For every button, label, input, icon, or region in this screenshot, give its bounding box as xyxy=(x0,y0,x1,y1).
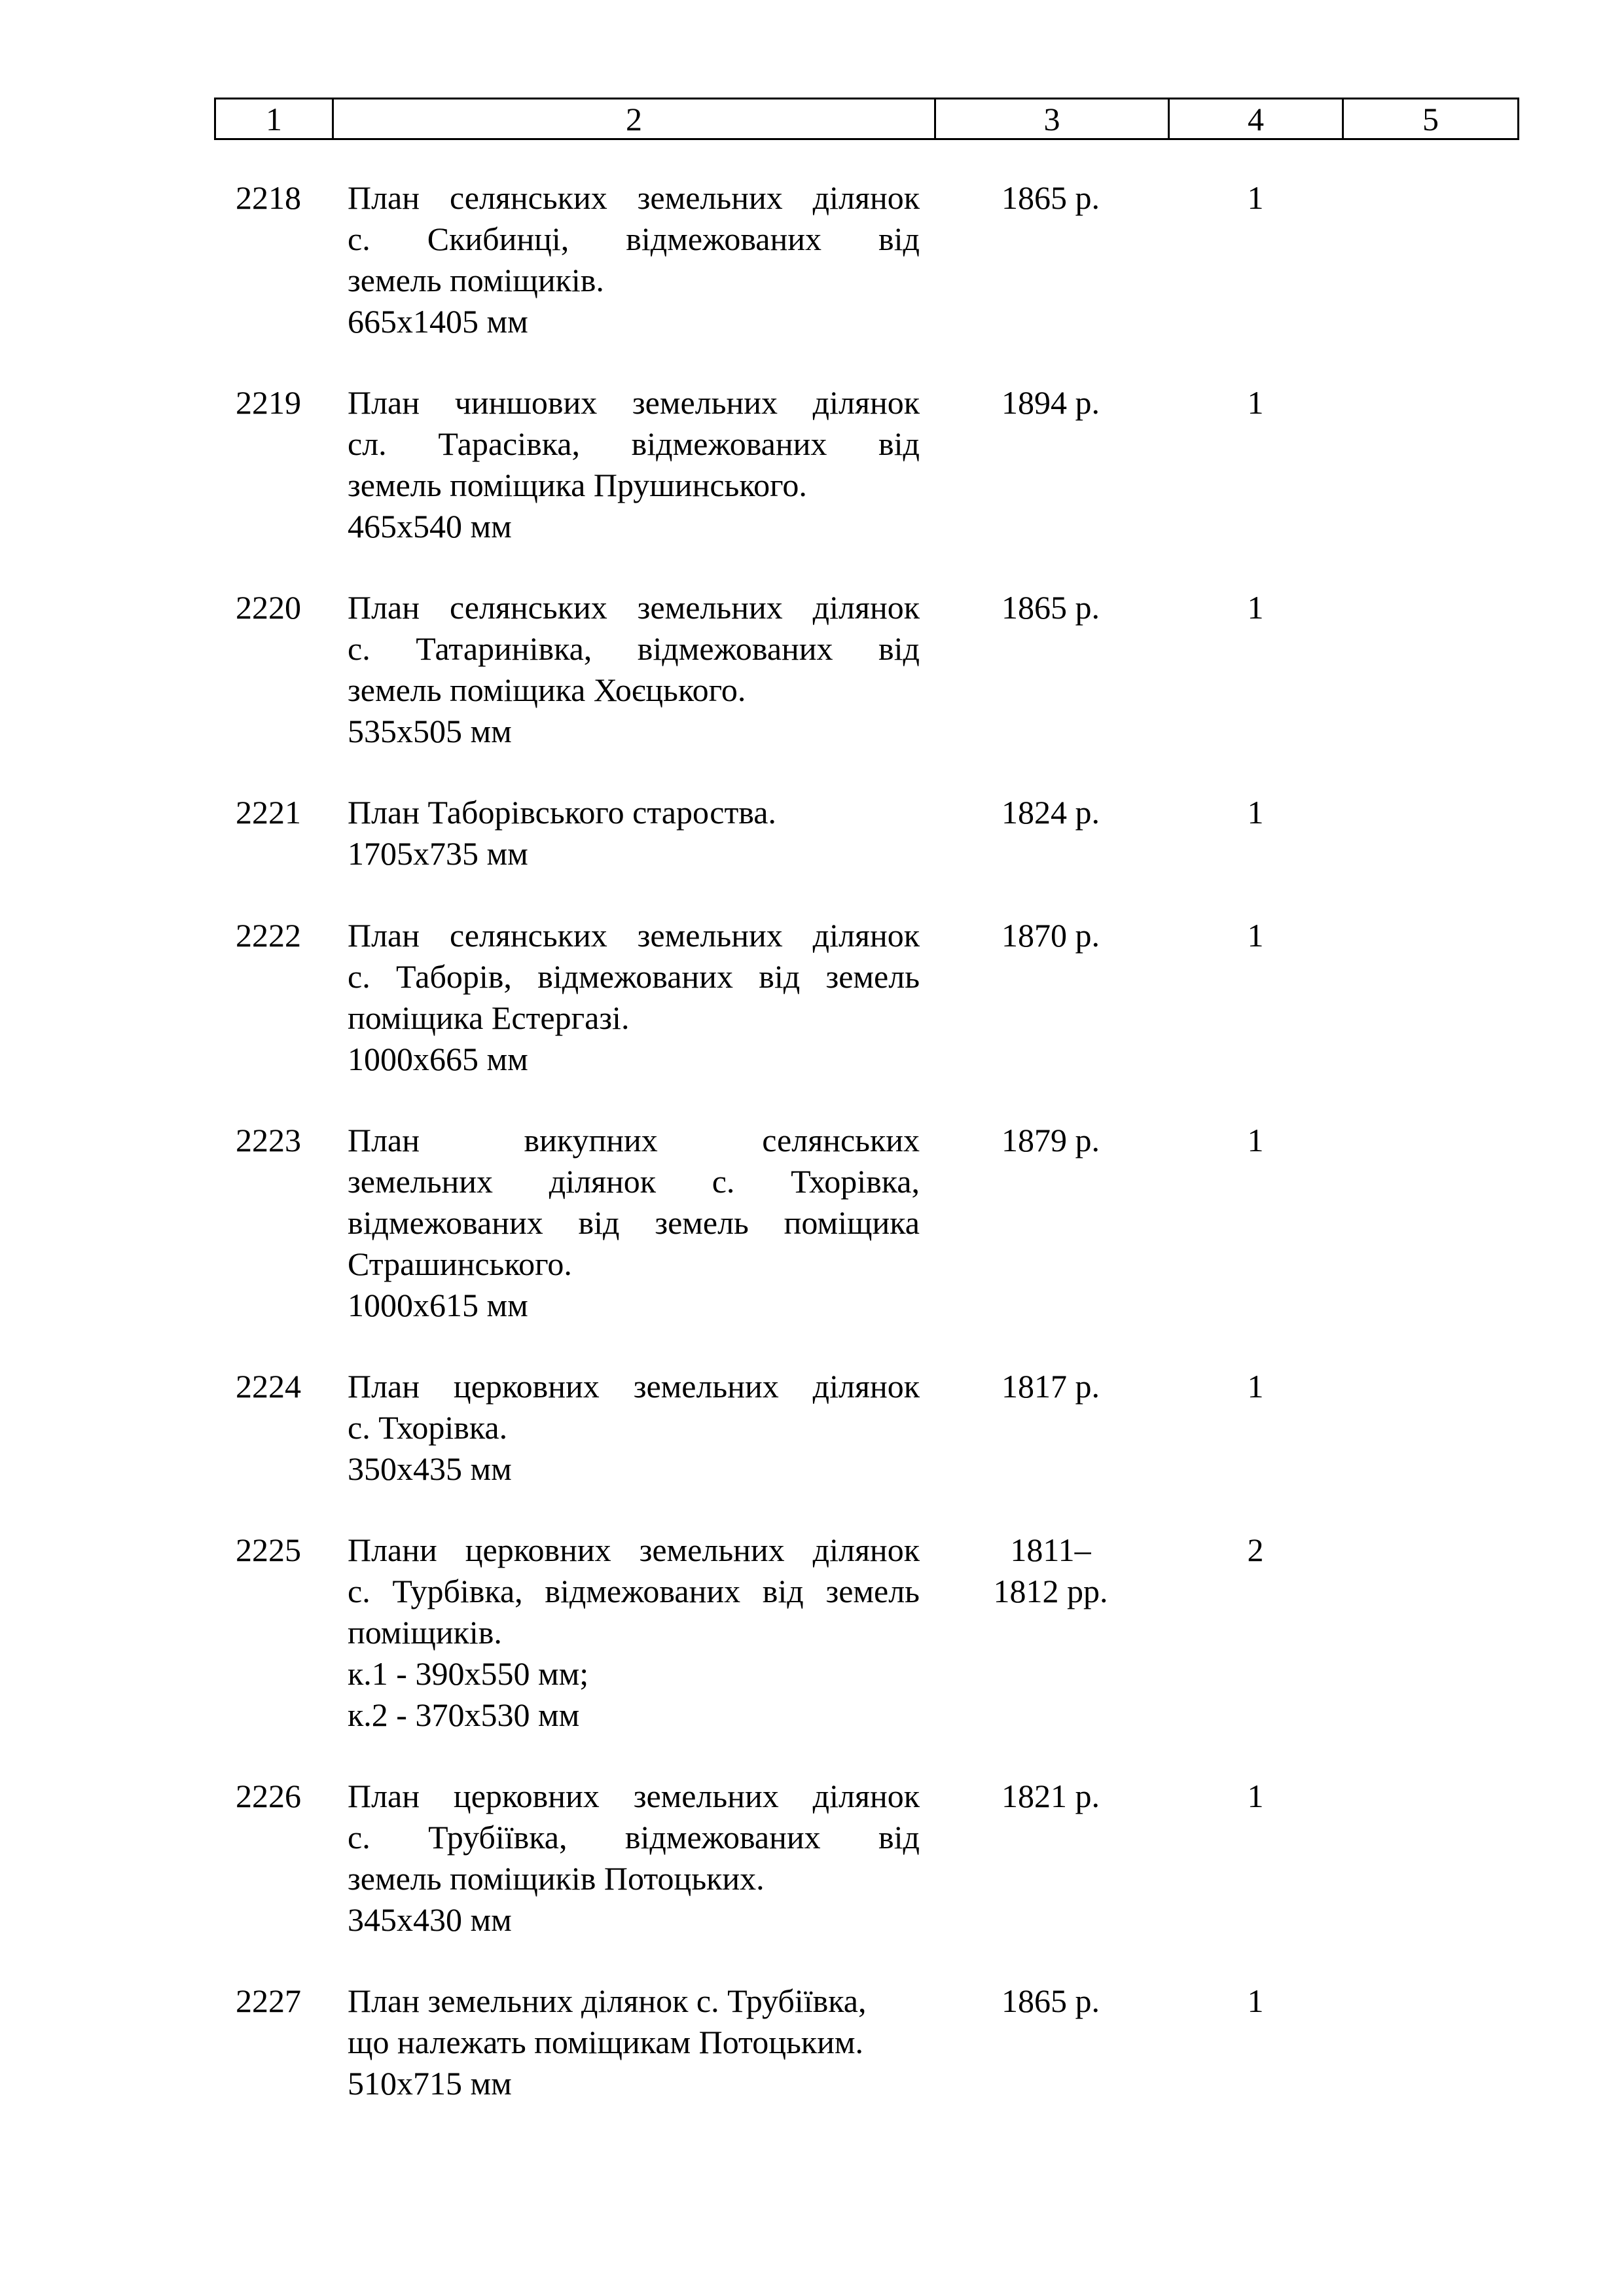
date-line: 1870 р. xyxy=(1001,917,1100,954)
entry-description xyxy=(348,792,920,874)
date-line: 1865 р. xyxy=(1001,1982,1100,2019)
date-line: 1817 р. xyxy=(1001,1368,1100,1405)
date-line: 1821 р. xyxy=(1001,1778,1100,1814)
entry-dimensions: 510х715 мм xyxy=(348,2065,512,2102)
entry-date xyxy=(926,382,1175,423)
description-line: сл. Тарасівка, відмежованих від xyxy=(348,425,920,462)
entry-dimensions: 665х1405 мм xyxy=(348,303,528,340)
description-line: План викупних селянських xyxy=(348,1122,920,1158)
entry-count: 1 xyxy=(1247,1982,1264,2019)
entry-count: 2 xyxy=(1247,1532,1264,1568)
entry-count: 1 xyxy=(1247,794,1264,831)
entry-number: 2218 xyxy=(236,179,301,216)
entry-number: 2225 xyxy=(236,1532,301,1568)
entry-count: 1 xyxy=(1247,917,1264,954)
entry-dimensions: 345х430 мм xyxy=(348,1901,512,1938)
description-line: с. Скибинці, відмежованих від xyxy=(348,221,920,257)
description-line: земель поміщика Прушинського. xyxy=(348,467,807,503)
entry-date xyxy=(926,915,1175,956)
date-line: 1894 р. xyxy=(1001,384,1100,421)
column-header-3: 3 xyxy=(935,99,1169,139)
date-line: 1865 р. xyxy=(1001,589,1100,626)
entry-date xyxy=(926,177,1175,219)
column-header-row xyxy=(215,99,1519,139)
entry-dimensions: 465х540 мм xyxy=(348,508,512,545)
description-line: земель поміщиків. xyxy=(348,262,604,298)
entry-description xyxy=(348,1120,920,1326)
description-line: що належать поміщикам Потоцьким. xyxy=(348,2024,863,2060)
date-line: 1879 р. xyxy=(1001,1122,1100,1158)
entry-date xyxy=(926,1366,1175,1407)
description-line: земель поміщиків Потоцьких. xyxy=(348,1860,765,1897)
description-line: земель поміщика Хоєцького. xyxy=(348,672,746,708)
entry-count: 1 xyxy=(1247,1778,1264,1814)
entry-dimensions: к.1 - 390х550 мм; xyxy=(348,1655,589,1692)
entry-number: 2226 xyxy=(236,1778,301,1814)
entry-date xyxy=(926,1776,1175,1817)
entry-count: 1 xyxy=(1247,1368,1264,1405)
entry-number: 2224 xyxy=(236,1368,301,1405)
description-line: Плани церковних земельних ділянок xyxy=(348,1532,920,1568)
entry-date xyxy=(926,587,1175,628)
entry-number: 2223 xyxy=(236,1122,301,1158)
description-line: План селянських земельних ділянок xyxy=(348,917,920,954)
description-line: відмежованих від земель поміщика xyxy=(348,1204,920,1241)
entry-description xyxy=(348,1776,920,1941)
column-header-2: 2 xyxy=(333,99,935,139)
entry-dimensions: к.2 - 370х530 мм xyxy=(348,1696,580,1733)
entry-count: 1 xyxy=(1247,384,1264,421)
entry-description xyxy=(348,1366,920,1490)
description-line: с. Трубіївка, відмежованих від xyxy=(348,1819,920,1856)
entry-number: 2222 xyxy=(236,917,301,954)
description-line: Страшинського. xyxy=(348,1246,572,1282)
entry-description xyxy=(348,177,920,342)
entry-number: 2227 xyxy=(236,1982,301,2019)
column-header-4: 4 xyxy=(1169,99,1343,139)
date-line: 1865 р. xyxy=(1001,179,1100,216)
entry-date xyxy=(926,1120,1175,1161)
description-line: План чиншових земельних ділянок xyxy=(348,384,920,421)
description-line: поміщиків. xyxy=(348,1614,502,1651)
description-line: План церковних земельних ділянок xyxy=(348,1368,920,1405)
description-line: с. Тхорівка. xyxy=(348,1409,508,1446)
description-line: с. Татаринівка, відмежованих від xyxy=(348,630,920,667)
entry-date xyxy=(926,1530,1175,1612)
entry-dimensions: 535х505 мм xyxy=(348,713,512,749)
description-line: поміщика Естергазі. xyxy=(348,999,630,1036)
entry-number: 2219 xyxy=(236,384,301,421)
entry-description xyxy=(348,915,920,1080)
description-line: с. Турбівка, відмежованих від земель xyxy=(348,1573,920,1609)
date-line: 1812 рр. xyxy=(993,1573,1108,1609)
entry-count: 1 xyxy=(1247,179,1264,216)
description-line: План селянських земельних ділянок xyxy=(348,589,920,626)
entry-date xyxy=(926,792,1175,833)
description-line: План земельних ділянок с. Трубіївка, xyxy=(348,1982,867,2019)
entry-dimensions: 350х435 мм xyxy=(348,1450,512,1487)
description-line: План селянських земельних ділянок xyxy=(348,179,920,216)
description-line: План Таборівського староства. xyxy=(348,794,776,831)
entry-dimensions: 1000х615 мм xyxy=(348,1287,528,1323)
column-header-5: 5 xyxy=(1343,99,1519,139)
entry-number: 2221 xyxy=(236,794,301,831)
date-line: 1811– xyxy=(1010,1532,1091,1568)
entry-count: 1 xyxy=(1247,1122,1264,1158)
description-line: земельних ділянок с. Тхорівка, xyxy=(348,1163,920,1200)
entry-description xyxy=(348,587,920,752)
entry-number: 2220 xyxy=(236,589,301,626)
column-header-table xyxy=(214,98,1519,140)
entry-description xyxy=(348,1530,920,1736)
entry-count: 1 xyxy=(1247,589,1264,626)
entry-description xyxy=(348,382,920,547)
description-line: с. Таборів, відмежованих від земель xyxy=(348,958,920,995)
entry-dimensions: 1705х735 мм xyxy=(348,835,528,872)
entry-date xyxy=(926,1981,1175,2022)
entry-dimensions: 1000х665 мм xyxy=(348,1041,528,1077)
entry-description xyxy=(348,1981,920,2104)
description-line: План церковних земельних ділянок xyxy=(348,1778,920,1814)
column-header-1: 1 xyxy=(215,99,333,139)
date-line: 1824 р. xyxy=(1001,794,1100,831)
